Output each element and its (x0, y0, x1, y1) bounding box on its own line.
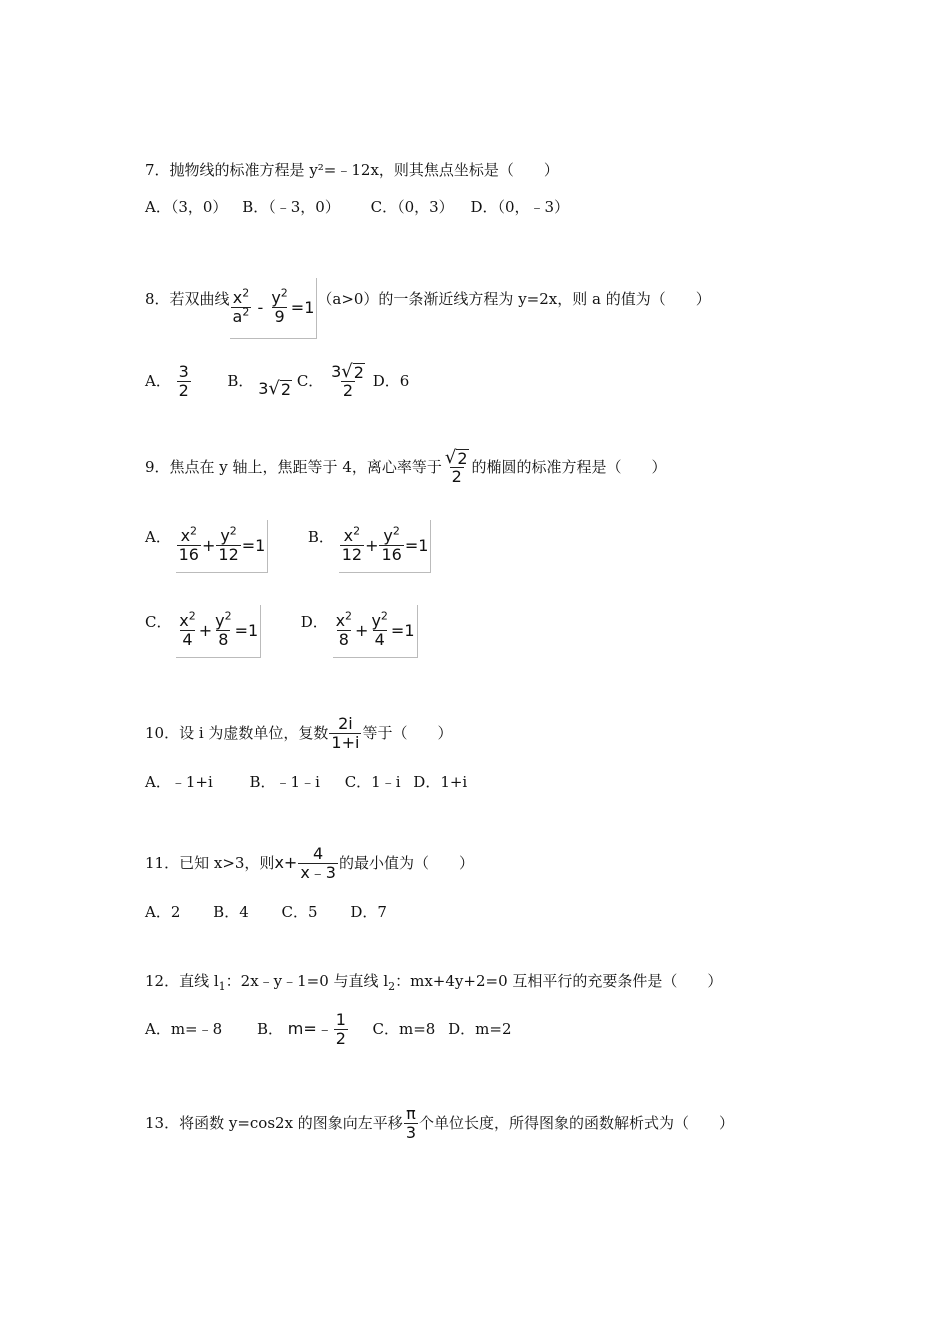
option-d: D．7 (350, 903, 387, 921)
question-9-options-row-2 (145, 595, 418, 658)
question-11-suffix: 的最小值为（ ） (338, 854, 474, 872)
question-12 (145, 971, 722, 991)
question-9 (145, 440, 667, 493)
option-c-fraction: 3 √ 2 2 (331, 360, 364, 400)
question-10-options (145, 772, 467, 792)
expression-fraction: $\frac{4}{x﹣3}$ (300, 843, 336, 882)
question-7-stem: 7．抛物线的标准方程是 y²=﹣12x，则其焦点坐标是（ ） (145, 161, 559, 179)
eccentricity-fraction: √ 2 2 (444, 446, 468, 486)
option-b-value: 3 √ 2 (258, 378, 292, 399)
option-c: C．1﹣i (344, 773, 401, 791)
question-13-suffix: 个单位长度，所得图象的函数解析式为（ ） (419, 1114, 735, 1132)
option-c: C．5 (281, 903, 318, 921)
question-9-suffix: 的椭圆的标准方程是（ ） (471, 458, 667, 476)
question-12-stem: 12．直线 $l_1$：2x﹣y﹣1=0 与直线 $l_2$：mx+4y+2=0 互相平行的充要条件是（ ） (145, 972, 723, 993)
option-b-lead: m=﹣ (287, 1019, 333, 1038)
option-c: C．（0，3） (370, 198, 454, 216)
option-a: A． (145, 372, 171, 390)
option-c: C． (145, 613, 172, 631)
fraction-y2-9: $\frac{y^2}{9}$ (271, 286, 288, 326)
question-8-suffix: （a>0）的一条渐近线方程为 y=2x，则 a 的值为（ ） (317, 290, 711, 308)
option-d: D．1+i (413, 773, 468, 791)
complex-fraction: $\frac{2i}{1+i}$ (331, 713, 360, 752)
option-c: C．m=8 (372, 1020, 436, 1038)
option-b: B． (256, 1020, 283, 1038)
option-b-equation: $\frac{x^2}{12}$ + $\frac{y^2}{16}$ =1 (339, 520, 432, 573)
option-a: A．﹣1+i (145, 773, 213, 791)
question-11-prefix: 11．已知 x>3，则 (145, 854, 275, 872)
option-a: A． (145, 528, 171, 546)
question-7-options (145, 197, 569, 217)
option-a-fraction: $\frac{3}{2}$ (178, 361, 189, 400)
question-9-prefix: 9．焦点在 y 轴上，焦距等于 4，离心率等于 (145, 458, 442, 476)
option-b: B．（﹣3，0） (242, 198, 340, 216)
option-a: A．2 (145, 903, 181, 921)
question-11-options (145, 902, 387, 922)
question-8-options (145, 348, 409, 414)
question-10-suffix: 等于（ ） (362, 724, 453, 742)
option-d: D．m=2 (448, 1020, 512, 1038)
question-8 (145, 268, 711, 339)
expression-lead: x+ (274, 853, 298, 872)
question-10-prefix: 10．设 i 为虚数单位，复数 (145, 724, 329, 742)
question-8-prefix: 8．若双曲线 (145, 290, 230, 308)
option-a: A．（3，0） (145, 198, 228, 216)
option-b: B． (307, 528, 334, 546)
question-9-options-row-1 (145, 510, 431, 573)
question-7 (145, 160, 559, 180)
option-b: B．﹣1﹣i (249, 773, 320, 791)
shift-fraction: $\frac{\pi}{3}$ (405, 1103, 416, 1142)
question-11 (145, 836, 474, 889)
option-b-fraction: $\frac{1}{2}$ (335, 1009, 346, 1048)
question-10 (145, 706, 452, 759)
question-13-prefix: 13．将函数 y=cos2x 的图象向左平移 (145, 1114, 403, 1132)
option-d: D． (300, 613, 328, 631)
option-d-equation: $\frac{x^2}{8}$ + $\frac{y^2}{4}$ =1 (333, 605, 418, 658)
option-a: A．m=﹣8 (145, 1020, 223, 1038)
hyperbola-equation: $\frac{x^2}{a^2}$ - $\frac{y^2}{9}$ =1 (230, 278, 318, 339)
question-12-options (145, 1004, 512, 1053)
option-d: D．（0，﹣3） (470, 198, 570, 216)
fraction-x2-a2: $\frac{x^2}{a^2}$ (232, 286, 250, 326)
option-d: D．6 (372, 372, 410, 390)
option-a-equation: $\frac{x^2}{16}$ + $\frac{y^2}{12}$ =1 (176, 520, 269, 573)
option-b: B． (227, 372, 254, 390)
option-c-equation: $\frac{x^2}{4}$ + $\frac{y^2}{8}$ =1 (176, 605, 261, 658)
question-13 (145, 1096, 734, 1149)
option-b: B．4 (213, 903, 249, 921)
option-c: C． (296, 372, 324, 390)
